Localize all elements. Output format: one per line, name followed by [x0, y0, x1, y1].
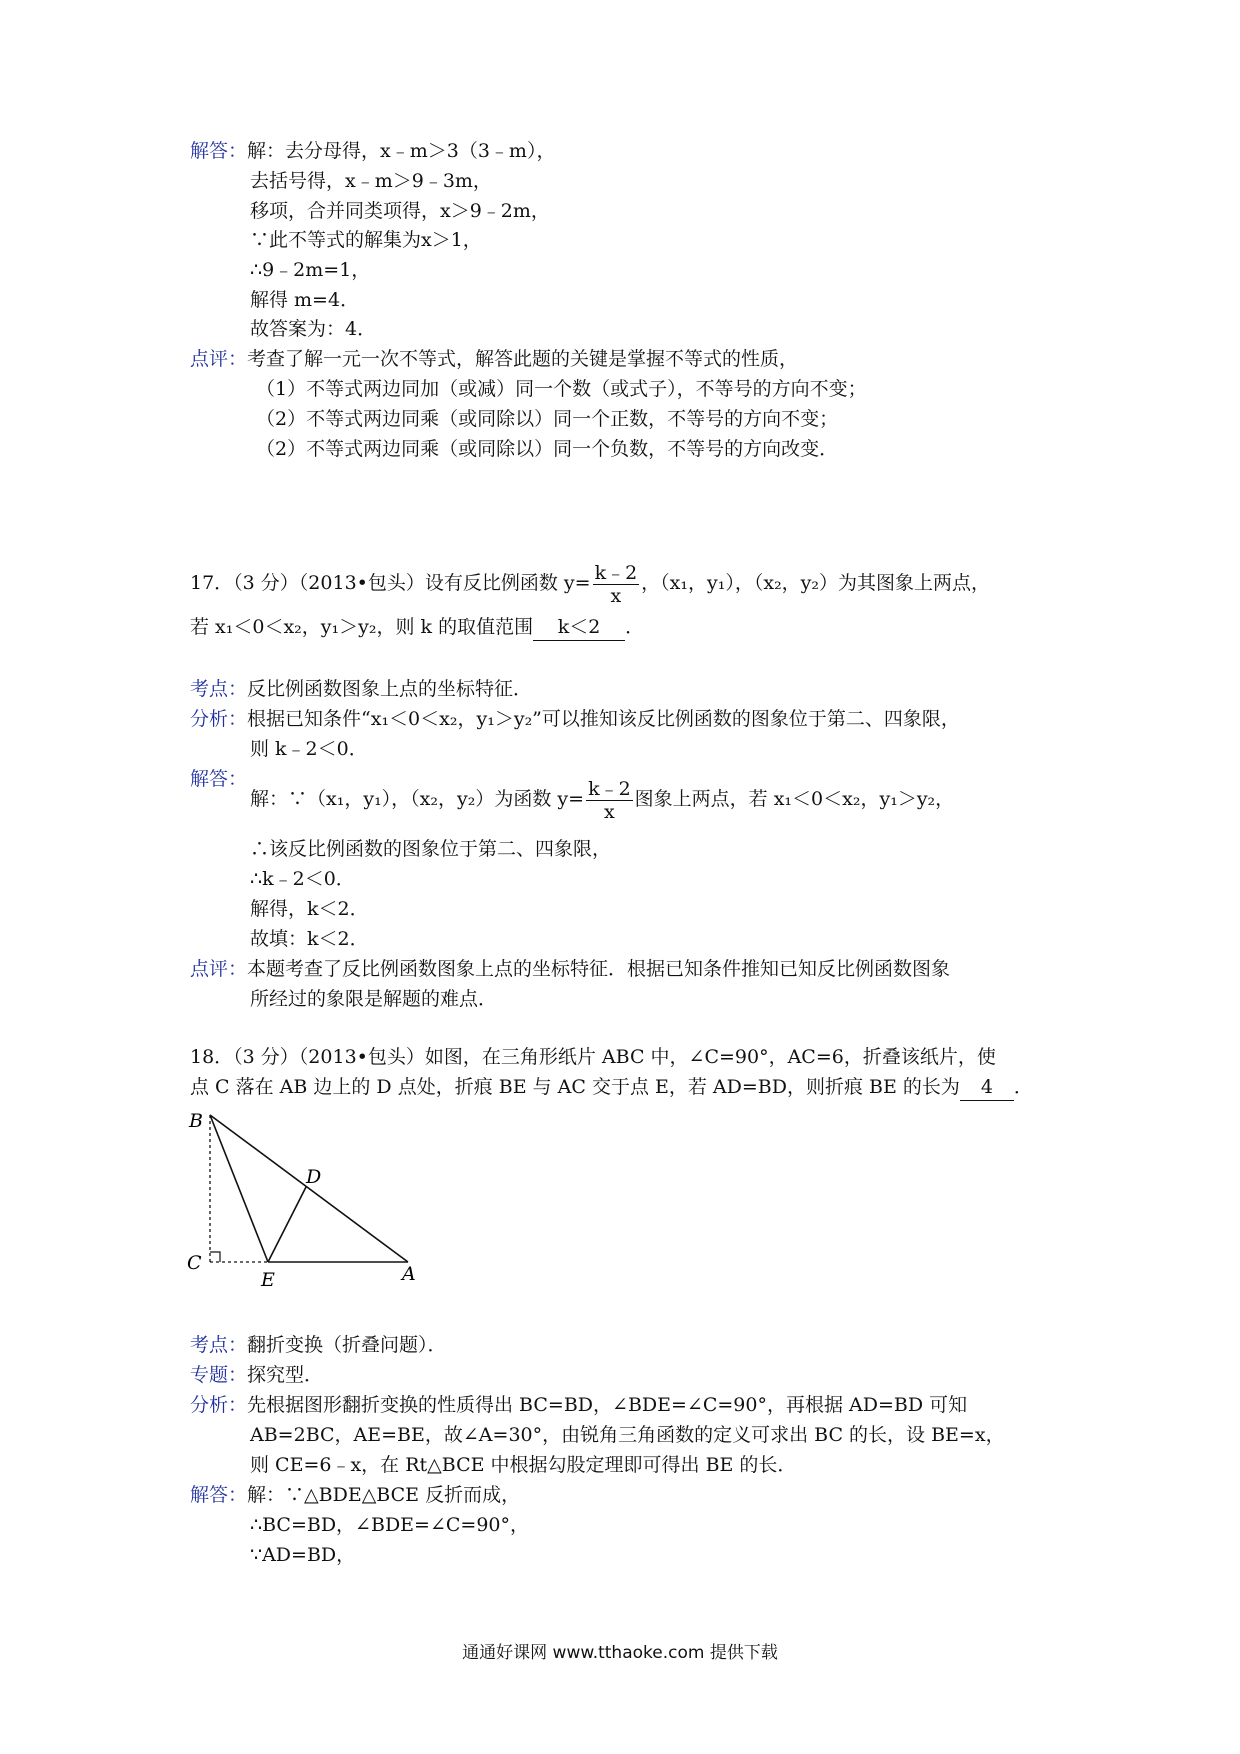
q16-jieda-row [190, 138, 555, 164]
q18-stem-line2: 点 C 落在 AB 边上的 D 点处，折痕 BE 与 AC 交于点 E，若 AD=BD，则折痕 BE 的长为 4 ． [190, 1074, 1033, 1100]
solution-line: 故填：k＜2． [250, 928, 369, 950]
label-c: C [187, 1252, 202, 1274]
q17-dianping-row: 点评：本题考查了反比例函数图象上点的坐标特征．根据已知条件推知已知反比例函数图象 [190, 958, 951, 980]
comment-line: 所经过的象限是解题的难点． [250, 988, 498, 1010]
solution-line: 移项，合并同类项得，x＞9﹣2m， [250, 200, 550, 222]
segment-ed [268, 1187, 306, 1262]
q17-jieda-label-row [190, 766, 247, 792]
q17-fenxi-row: 分析：根据已知条件“x₁＜0＜x₂，y₁＞y₂”可以推知该反比例函数的图象位于第二、四象限， [190, 708, 960, 730]
fraction: $\frac{k﹣2}{x}$ [588, 777, 631, 823]
solution-line: 解得，k＜2． [250, 898, 369, 920]
jieda-label: 解答： [190, 1484, 248, 1506]
q16-dianping-row [190, 346, 798, 372]
fenxi-label: 分析： [190, 708, 248, 730]
solution-line: ∴k﹣2＜0． [250, 868, 355, 890]
comment-line: （2）不等式两边同乘（或同除以）同一个负数，不等号的方向改变． [256, 438, 839, 460]
fraction: $\frac{k﹣2}{x}$ [594, 561, 638, 607]
solution-line: ∵此不等式的解集为x＞1， [250, 229, 482, 251]
comment-line: 考查了解一元一次不等式，解答此题的关键是掌握不等式的性质， [247, 348, 799, 370]
answer-blank: 4 [960, 1074, 1014, 1101]
q18-jieda-row: 解答：解：∵△BDE△BCE 反折而成， [190, 1484, 521, 1506]
label-d: D [306, 1166, 322, 1188]
q18-zhuanti-row: 专题：探究型． [190, 1364, 324, 1386]
analysis-line: 则 k﹣2＜0． [250, 738, 368, 760]
q17-stem-line1: 17．（3 分）（2013•包头）设有反比例函数 y= $\frac{k﹣2}{x}$ ，（x₁，y₁），（x₂，y₂）为其图象上两点， [190, 561, 991, 607]
jieda-label: 解答： [190, 768, 248, 790]
analysis-line: 则 CE=6﹣x，在 Rt△BCE 中根据勾股定理即可得出 BE 的长． [250, 1454, 797, 1476]
solution-line: 解：去分母得，x﹣m＞3（3﹣m）， [247, 140, 556, 162]
comment-line: （2）不等式两边同乘（或同除以）同一个正数，不等号的方向不变； [256, 408, 839, 430]
q18-kaodian-row: 考点：翻折变换（折叠问题）． [190, 1334, 447, 1356]
comment-line: （1）不等式两边同加（或减）同一个数（或式子），不等号的方向不变； [256, 378, 867, 400]
answer-blank: k＜2 [533, 614, 625, 641]
solution-line: 解得 m=4． [250, 289, 360, 311]
q18-fenxi-row: 分析：先根据图形翻折变换的性质得出 BC=BD，∠BDE=∠C=90°，再根据 AD=BD 可知 [190, 1394, 968, 1416]
fenxi-label: 分析： [190, 1394, 248, 1416]
dianping-label: 点评： [190, 958, 248, 980]
zhuanti-label: 专题： [190, 1364, 248, 1386]
dianping-label: 点评： [190, 348, 248, 370]
label-b: B [189, 1110, 203, 1132]
right-angle-mark [210, 1252, 220, 1262]
label-a: A [402, 1263, 416, 1285]
analysis-line: AB=2BC，AE=BE，故∠A=30°，由锐角三角函数的定义可求出 BC 的长，设 BE=x， [250, 1424, 1005, 1446]
label-e: E [261, 1269, 275, 1290]
solution-line: ∵AD=BD， [250, 1544, 356, 1566]
jieda-label: 解答： [190, 140, 248, 162]
q18-stem-line1: 18．（3 分）（2013•包头）如图，在三角形纸片 ABC 中，∠C=90°，AC=6，折叠该纸片，使 [190, 1046, 996, 1068]
triangle-figure [180, 1105, 430, 1290]
solution-line: ∴BC=BD，∠BDE=∠C=90°， [250, 1514, 530, 1536]
solution-line: 去括号得，x﹣m＞9﹣3m， [250, 170, 492, 192]
kaodian-label: 考点： [190, 1334, 248, 1356]
q17-kaodian-row: 考点：反比例函数图象上点的坐标特征． [190, 678, 533, 700]
page-footer: 通通好课网 www.tthaoke.com 提供下载 [462, 1643, 778, 1663]
q17-stem-line2: 若 x₁＜0＜x₂，y₁＞y₂，则 k 的取值范围 k＜2 ． [190, 614, 644, 640]
solution-line: ∴该反比例函数的图象位于第二、四象限， [250, 838, 612, 860]
q17-jieda-line1: 解：∵（x₁，y₁），（x₂，y₂）为函数 y= $\frac{k﹣2}{x}$ 图象上两点，若 x₁＜0＜x₂，y₁＞y₂， [250, 777, 955, 823]
solution-line: 故答案为：4． [250, 318, 377, 340]
solution-line: ∴9﹣2m=1， [250, 259, 371, 281]
kaodian-label: 考点： [190, 678, 248, 700]
